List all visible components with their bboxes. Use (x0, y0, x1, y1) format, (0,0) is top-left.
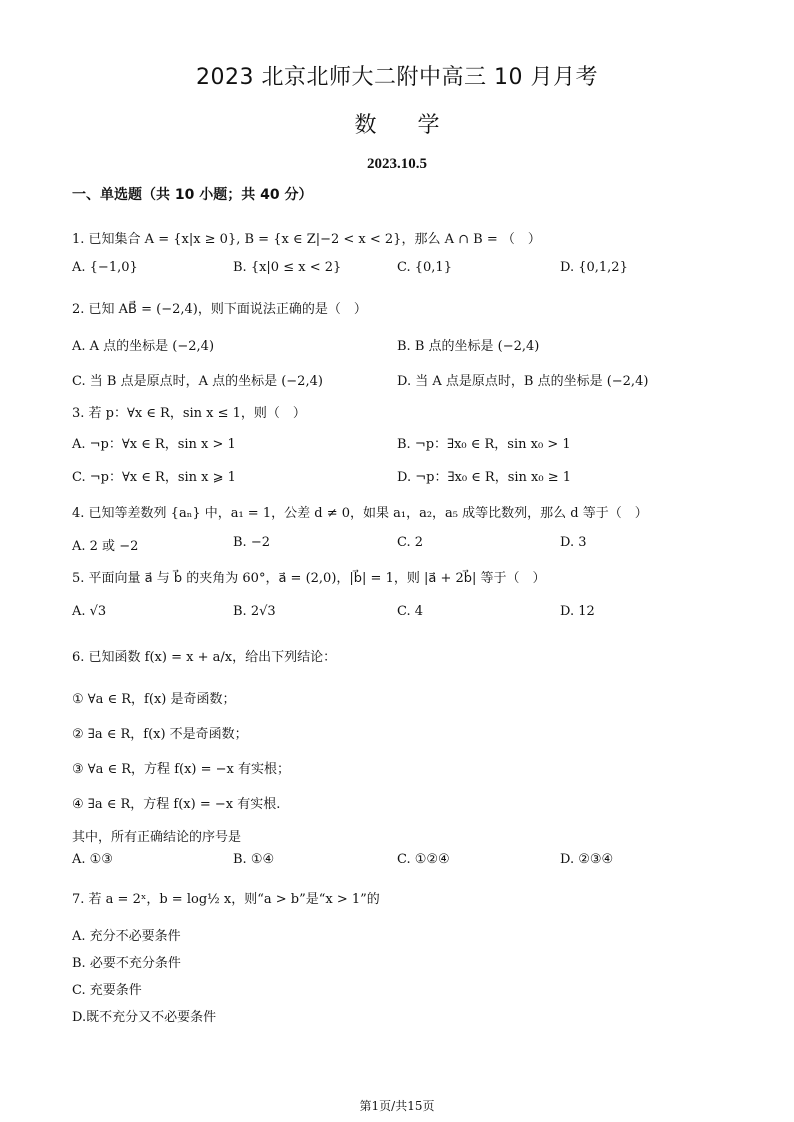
q2-option-d: D. 当 A 点是原点时，B 点的坐标是 (−2,4) (397, 374, 649, 389)
q6-option-c: C. ①②④ (397, 852, 450, 867)
q5-option-b: B. 2√3 (233, 604, 276, 619)
q7-option-d: D.既不充分又不必要条件 (72, 1010, 217, 1025)
q3-option-b: B. ¬p：∃x₀ ∈ R，sin x₀ > 1 (397, 437, 571, 452)
question-5-stem: 5. 平面向量 a⃗ 与 b⃗ 的夹角为 60°，a⃗ = (2,0)，|b⃗| = 1，则 |a⃗ + 2b⃗| 等于（ ） (72, 571, 546, 586)
q2-option-a: A. A 点的坐标是 (−2,4) (72, 339, 215, 354)
q7-option-b: B. 必要不充分条件 (72, 956, 181, 971)
q6-statement-4: ④ ∃a ∈ R，方程 f(x) = −x 有实根. (72, 797, 281, 812)
question-6-stem: 6. 已知函数 f(x) = x + a/x，给出下列结论： (72, 650, 337, 665)
q1-option-a: A. {−1,0} (72, 260, 138, 275)
q5-option-d: D. 12 (560, 604, 595, 619)
exam-title: 2023 北京北师大二附中高三 10 月月考 (196, 65, 598, 90)
q2-option-b: B. B 点的坐标是 (−2,4) (397, 339, 540, 354)
q3-option-a: A. ¬p：∀x ∈ R，sin x > 1 (72, 437, 236, 452)
subject-heading: 数 学 (354, 113, 440, 138)
question-1-stem: 1. 已知集合 A = {x|x ≥ 0}, B = {x ∈ Z|−2 < x < 2}，那么 A ∩ B = （ ） (72, 232, 541, 247)
q6-option-d: D. ②③④ (560, 852, 614, 867)
q6-statement-3: ③ ∀a ∈ R，方程 f(x) = −x 有实根； (72, 762, 290, 777)
q1-option-b: B. {x|0 ≤ x < 2} (233, 260, 342, 275)
question-7-stem: 7. 若 a = 2ˣ，b = log½ x，则“a > b”是“x > 1”的 (72, 892, 380, 907)
q6-statement-2: ② ∃a ∈ R，f(x) 不是奇函数； (72, 727, 248, 742)
question-2-stem: 2. 已知 AB⃗ = (−2,4)，则下面说法正确的是（ ） (72, 302, 367, 317)
q7-option-c: C. 充要条件 (72, 983, 142, 998)
q1-option-d: D. {0,1,2} (560, 260, 628, 275)
section-heading: 一、单选题（共 10 小题；共 40 分） (72, 187, 313, 203)
q4-option-d: D. 3 (560, 535, 587, 550)
q1-option-c: C. {0,1} (397, 260, 452, 275)
exam-date: 2023.10.5 (367, 156, 427, 172)
q6-option-b: B. ①④ (233, 852, 275, 867)
q5-option-c: C. 4 (397, 604, 424, 619)
q3-option-c: C. ¬p：∀x ∈ R，sin x ⩾ 1 (72, 470, 236, 485)
q4-option-a: A. 2 或 −2 (72, 539, 139, 554)
q6-statement-1: ① ∀a ∈ R，f(x) 是奇函数； (72, 692, 236, 707)
q2-option-c: C. 当 B 点是原点时，A 点的坐标是 (−2,4) (72, 374, 323, 389)
q6-option-a: A. ①③ (72, 852, 113, 867)
question-4-stem: 4. 已知等差数列 {aₙ} 中，a₁ = 1，公差 d ≠ 0，如果 a₁，a₂，a₅ 成等比数列，那么 d 等于（ ） (72, 506, 648, 521)
q6-prompt: 其中，所有正确结论的序号是 (72, 830, 242, 845)
question-3-stem: 3. 若 p：∀x ∈ R，sin x ≤ 1，则（ ） (72, 406, 306, 421)
page-footer: 第1页/共15页 (359, 1099, 435, 1113)
q7-option-a: A. 充分不必要条件 (72, 929, 181, 944)
q3-option-d: D. ¬p：∃x₀ ∈ R，sin x₀ ≥ 1 (397, 470, 572, 485)
q5-option-a: A. √3 (72, 604, 107, 619)
q4-option-b: B. −2 (233, 535, 270, 550)
q4-option-c: C. 2 (397, 535, 424, 550)
